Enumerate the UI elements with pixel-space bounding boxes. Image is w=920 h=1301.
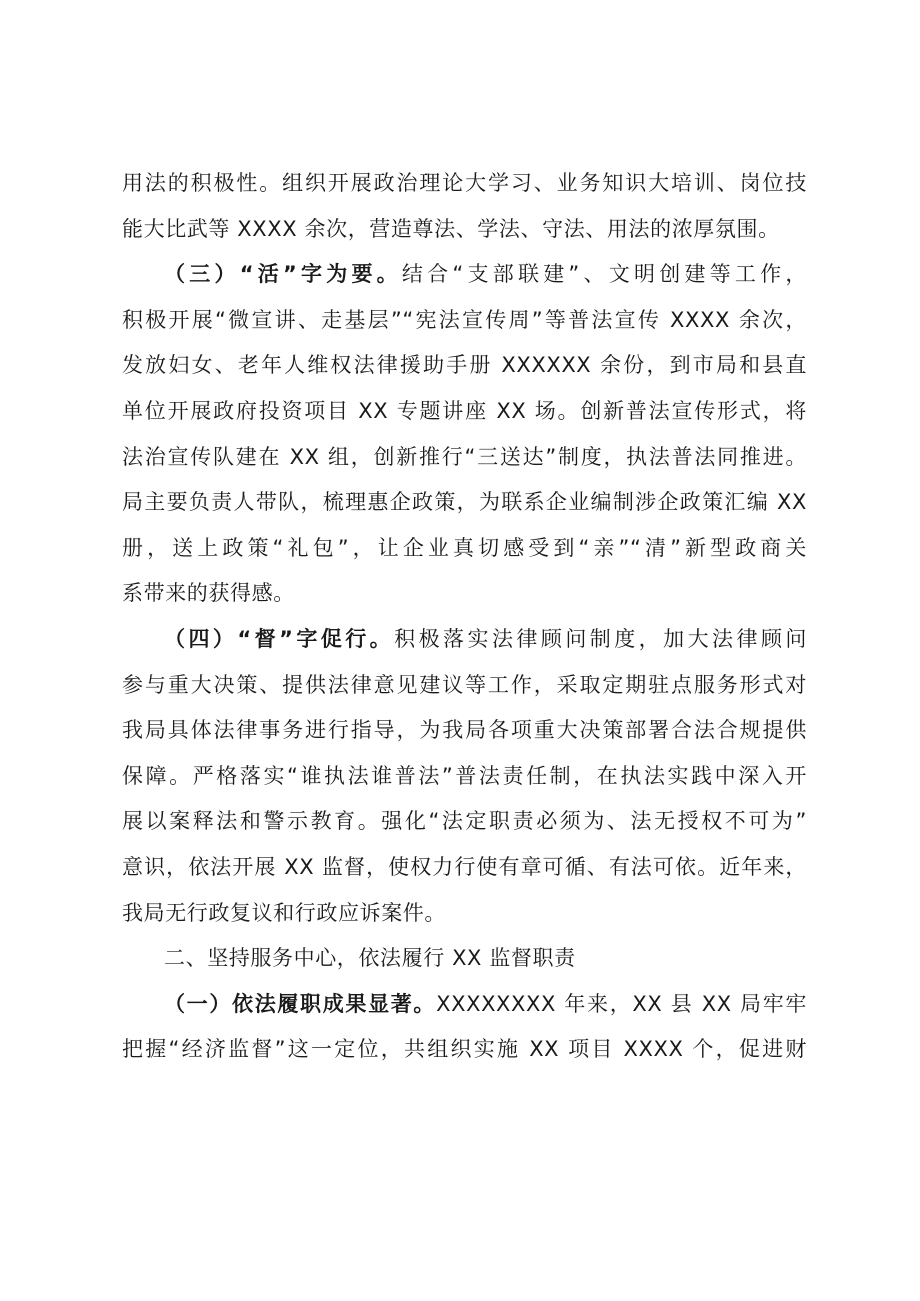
line-text: 单位开展政府投资项目 XX 专题讲座 XX 场。创新普法宣传形式，将 xyxy=(122,398,807,423)
paragraph-line xyxy=(122,845,807,891)
line-text: 局主要负责人带队，梳理惠企政策，为联系企业编制涉企政策汇编 XX xyxy=(122,490,807,515)
line-text: 积极开展“微宣讲、走基层”“宪法宣传周”等普法宣传 XXXX 余次， xyxy=(122,307,807,332)
chapter-heading xyxy=(122,936,807,982)
line-text: 积极落实法律顾问制度，加大法律顾问 xyxy=(394,626,807,651)
line-text: 保障。严格落实“谁执法谁普法”普法责任制，在执法实践中深入开 xyxy=(122,763,807,788)
paragraph-line xyxy=(122,389,807,435)
paragraph-line xyxy=(122,298,807,344)
line-text: 我局具体法律事务进行指导，为我局各项重大决策部署合法合规提供 xyxy=(122,718,807,743)
section-heading-line xyxy=(122,617,807,663)
line-text: 把握“经济监督”这一定位，共组织实施 XX 项目 XXXX 个，促进财 xyxy=(122,1037,807,1062)
paragraph-line xyxy=(122,435,807,481)
paragraph-line xyxy=(122,161,807,207)
section-heading-bold: （四）“督”字促行。 xyxy=(164,626,395,651)
line-text: 参与重大决策、提供法律意见建议等工作，采取定期驻点服务形式对 xyxy=(122,672,807,697)
line-text: 册，送上政策“礼包”，让企业真切感受到“亲”“清”新型政商关 xyxy=(122,535,807,560)
line-text: 系带来的获得感。 xyxy=(122,581,295,606)
line-text: 我局无行政复议和行政应诉案件。 xyxy=(122,900,446,925)
paragraph-line xyxy=(122,207,807,253)
paragraph-line xyxy=(122,663,807,709)
section-heading-line xyxy=(122,252,807,298)
section-heading-bold: （三）“活”字为要。 xyxy=(164,262,402,287)
section-heading-line xyxy=(122,982,807,1028)
paragraph-line xyxy=(122,1027,807,1073)
chapter-heading-text: 二、坚持服务中心，依法履行 XX 监督职责 xyxy=(164,946,576,971)
line-text: 能大比武等 XXXX 余次，营造尊法、学法、守法、用法的浓厚氛围。 xyxy=(122,216,780,241)
paragraph-line xyxy=(122,571,807,617)
line-text: 用法的积极性。组织开展政治理论大学习、业务知识大培训、岗位技 xyxy=(122,171,807,195)
paragraph-line xyxy=(122,891,807,937)
line-text: 法治宣传队建在 XX 组，创新推行“三送达”制度，执法普法同推进。 xyxy=(122,444,807,469)
paragraph-line xyxy=(122,708,807,754)
paragraph-line xyxy=(122,526,807,572)
paragraph-line xyxy=(122,799,807,845)
line-text: XXXXXXXX 年来，XX 县 XX 局牢牢 xyxy=(436,991,807,1016)
line-text: 结合“支部联建”、文明创建等工作， xyxy=(401,262,807,287)
paragraph-line xyxy=(122,754,807,800)
line-text: 意识，依法开展 XX 监督，使权力行使有章可循、有法可依。近年来， xyxy=(122,854,807,879)
section-heading-bold: （一）依法履职成果显著。 xyxy=(164,991,437,1016)
line-text: 展以案释法和警示教育。强化“法定职责必须为、法无授权不可为” xyxy=(122,809,807,834)
line-text: 发放妇女、老年人维权法律援助手册 XXXXXX 余份，到市局和县直 xyxy=(122,353,807,378)
paragraph-line xyxy=(122,480,807,526)
paragraph-line xyxy=(122,343,807,389)
document-body xyxy=(122,161,807,1073)
